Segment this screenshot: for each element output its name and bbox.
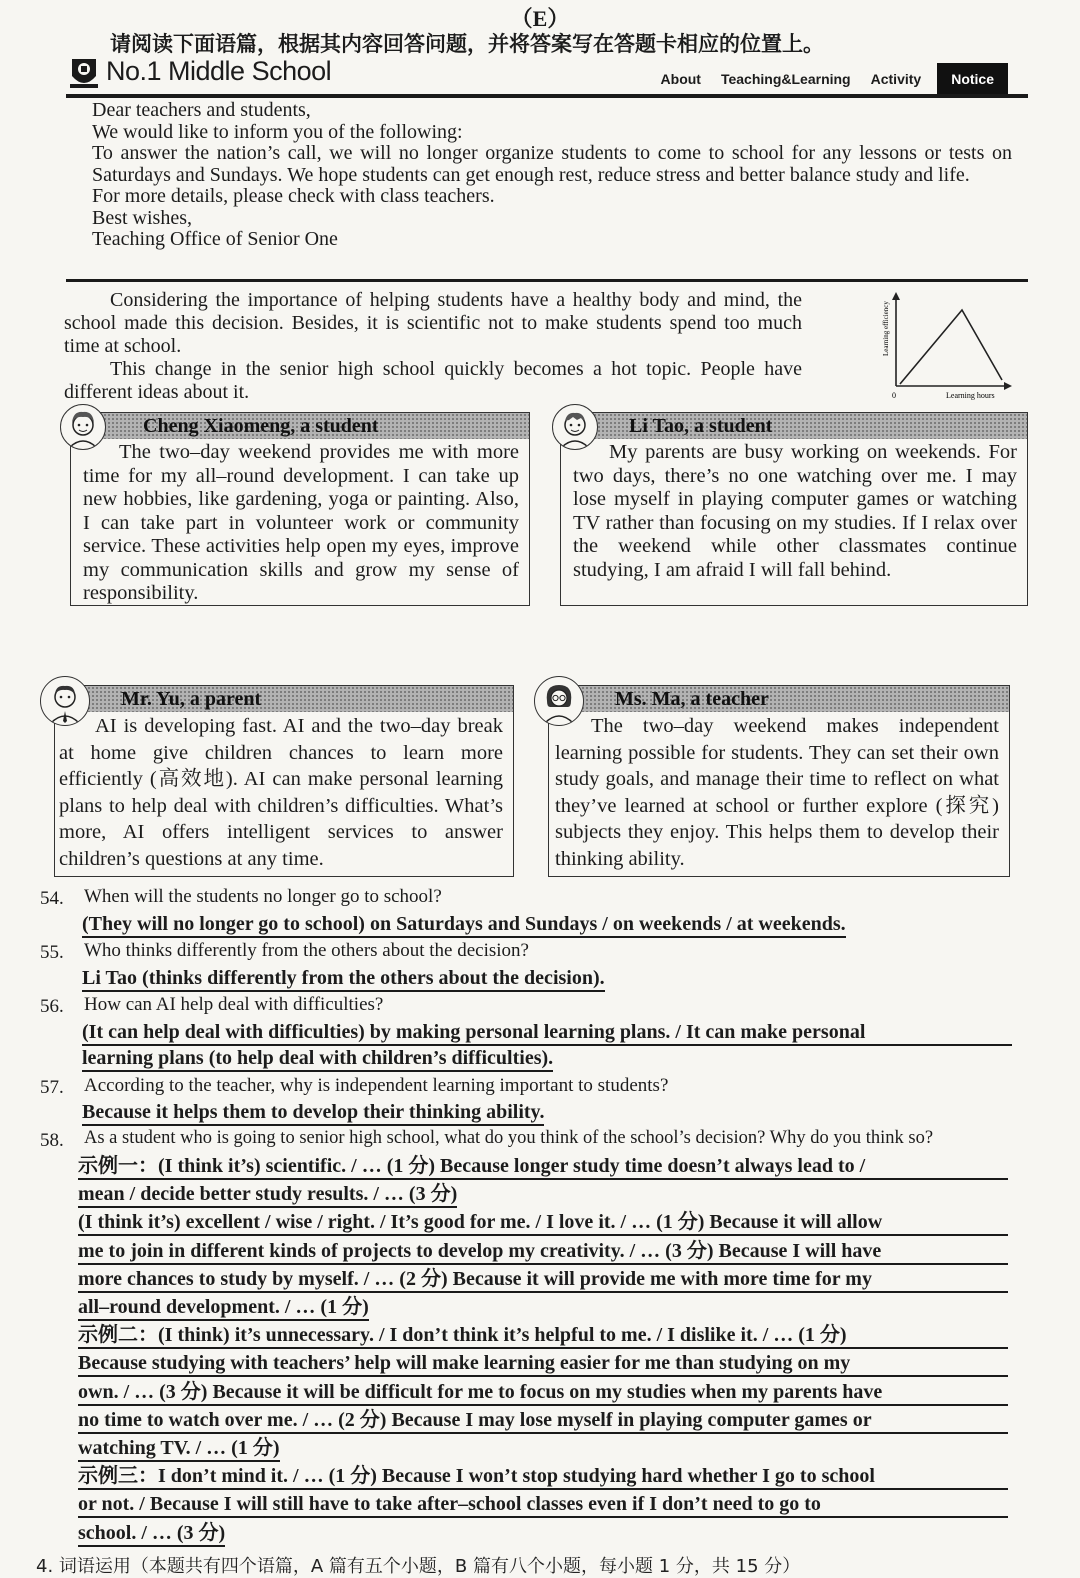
answer-line: more chances to study by myself. / … (2 分) Because it will provide me with more time for my bbox=[78, 1267, 1008, 1293]
student-girl-avatar-icon bbox=[60, 404, 106, 450]
nav-activity[interactable]: Activity bbox=[870, 71, 922, 87]
student-boy-avatar-icon bbox=[552, 404, 598, 450]
card-paragraph: The two–day weekend provides me with more time for my all–round development. I can take up new hobbies, like gardening, yoga or painting. Also, I can take part in volunteer work or community service. These activities help open my eyes, improve my communication skills and grow my sense of responsibility. bbox=[83, 441, 519, 604]
section-letter: （E） bbox=[510, 6, 570, 31]
answer-line: or not. / Because I will still have to take after–school classes even if I don’t need to go to bbox=[78, 1492, 1008, 1518]
answer-line: school. / … (3 分) bbox=[78, 1521, 225, 1547]
question-number: 57. bbox=[40, 1077, 64, 1098]
card-title: Ms. Ma, a teacher bbox=[549, 686, 1009, 712]
opinion-card-yu bbox=[54, 685, 514, 877]
parent-avatar-icon bbox=[40, 676, 90, 726]
notice-closing: Best wishes, bbox=[92, 206, 192, 229]
question-text: How can AI help deal with difficulties? bbox=[84, 994, 384, 1015]
site-header bbox=[66, 56, 1028, 96]
answer-line: all–round development. / … (1 分) bbox=[78, 1295, 369, 1321]
question-text: Who thinks differently from the others about the decision? bbox=[84, 940, 529, 961]
answer-line: own. / … (3 分) Because it will be difficult for me to focus on my studies when my parents have bbox=[78, 1380, 1008, 1406]
school-name: No.1 Middle School bbox=[106, 56, 332, 86]
origin-label: 0 bbox=[892, 391, 896, 400]
answer-line: 示例一：(I think it’s) scientific. / … (1 分) Because longer study time doesn’t always lead to / bbox=[78, 1154, 1008, 1180]
answer-line: 示例三：I don’t mind it. / … (1 分) Because I won’t stop studying hard whether I go to school bbox=[78, 1464, 1008, 1490]
card-text bbox=[555, 713, 999, 872]
card-title: Cheng Xiaomeng, a student bbox=[71, 413, 529, 439]
efficiency-chart bbox=[868, 290, 1018, 402]
x-axis-arrow bbox=[1004, 382, 1012, 390]
card-text bbox=[83, 441, 519, 606]
card-paragraph: AI is developing fast. AI and the two–day break at home give children chances to learn more efficiently (高效地). AI can make personal learning plans to help deal with children’s difficulties. What’s more, AI offers intelligent services to answer children’s questions at any time. bbox=[59, 715, 503, 870]
answer-line: me to join in different kinds of projects to develop my creativity. / … (3 分) Because I will have bbox=[78, 1239, 1008, 1265]
question-number: 58. bbox=[40, 1130, 64, 1151]
answer-line: mean / decide better study results. / … (3 分) bbox=[78, 1182, 457, 1208]
question-number: 54. bbox=[40, 888, 64, 909]
opinion-card-cheng bbox=[70, 412, 530, 606]
card-title: Li Tao, a student bbox=[561, 413, 1027, 439]
notice-rule bbox=[66, 279, 1028, 282]
instruction: 请阅读下面语篇，根据其内容回答问题，并将答案写在答题卡相应的位置上。 bbox=[110, 32, 824, 56]
nav-about[interactable]: About bbox=[660, 71, 701, 87]
notice-text bbox=[92, 100, 1012, 251]
efficiency-curve bbox=[900, 310, 1002, 384]
card-text bbox=[573, 441, 1017, 582]
answer-line: (It can help deal with difficulties) by making personal learning plans. / It can make personal bbox=[82, 1020, 1012, 1046]
answer-line: (I think it’s) excellent / wise / right. / It’s good for me. / I love it. / … (1 分) Because it will allow bbox=[78, 1210, 1008, 1236]
card-text bbox=[59, 713, 503, 872]
notice-signature: Teaching Office of Senior One bbox=[92, 228, 338, 250]
answer-line: no time to watch over me. / … (2 分) Because I may lose myself in playing computer games or bbox=[78, 1408, 1008, 1434]
notice-body: To answer the nation’s call, we will no longer organize students to come to school for any lessons or tests on Saturdays and Sundays. We hope students can get enough rest, reduce stress and better balance study and life. bbox=[92, 142, 1012, 186]
answer-line: Li Tao (thinks differently from the others about the decision). bbox=[82, 966, 605, 992]
notice-greeting: Dear teachers and students, bbox=[92, 99, 311, 121]
nav-teaching-learning[interactable]: Teaching&Learning bbox=[720, 71, 851, 87]
intro-text bbox=[64, 289, 802, 404]
x-axis-label: Learning hours bbox=[946, 391, 995, 400]
y-axis-arrow bbox=[892, 292, 900, 300]
next-section-heading: 4. 词语运用（本题共有四个语篇，A 篇有五个小题，B 篇有八个小题，每小题 1 分，共 15 分） bbox=[36, 1556, 801, 1577]
notice-line: We would like to inform you of the following: bbox=[92, 120, 463, 143]
header-rule bbox=[66, 94, 1028, 98]
notice-line: For more details, please check with class teachers. bbox=[92, 185, 495, 207]
school-logo-icon bbox=[68, 56, 100, 90]
card-paragraph: My parents are busy working on weekends. For two days, there’s no one watching over me. I may lose myself in playing computer games or watching TV rather than focusing on my studies. If I relax over the weekend while other classmates continue studying, I am afraid I will fall behind. bbox=[573, 441, 1017, 581]
card-title: Mr. Yu, a parent bbox=[55, 686, 513, 712]
nav-notice[interactable]: Notice bbox=[937, 63, 1008, 95]
question-text: When will the students no longer go to school? bbox=[84, 886, 442, 907]
question-number: 56. bbox=[40, 996, 64, 1017]
opinion-card-ma bbox=[548, 685, 1010, 877]
intro-paragraph: Considering the importance of helping students have a healthy body and mind, the school made this decision. Besides, it is scientific not to make students spend too much time at school. bbox=[64, 289, 802, 357]
intro-paragraph: This change in the senior high school quickly becomes a hot topic. People have different ideas about it. bbox=[64, 358, 802, 403]
teacher-avatar-icon bbox=[534, 676, 584, 726]
question-text: As a student who is going to senior high school, what do you think of the school’s decision? Why do you think so? bbox=[84, 1128, 934, 1148]
opinion-card-li bbox=[560, 412, 1028, 606]
question-number: 55. bbox=[40, 942, 64, 963]
answer-line: (They will no longer go to school) on Saturdays and Sundays / on weekends / at weekends. bbox=[82, 912, 846, 938]
answer-line: 示例二：(I think) it’s unnecessary. / I don’t think it’s helpful to me. / I dislike it. / … (1 分) bbox=[78, 1323, 1008, 1349]
answer-line: Because studying with teachers’ help will make learning easier for me than studying on my bbox=[78, 1351, 1008, 1377]
site-nav bbox=[651, 63, 1008, 95]
question-text: According to the teacher, why is independent learning important to students? bbox=[84, 1075, 669, 1096]
answer-line: learning plans (to help deal with children’s difficulties). bbox=[82, 1046, 553, 1072]
answer-line: watching TV. / … (1 分) bbox=[78, 1436, 280, 1462]
card-paragraph: The two–day weekend makes independent learning possible for students. They can set their own study goals, and manage their time to reflect on what they’ve learned at school or further explore (探究) subjects they enjoy. This helps them to develop their thinking ability. bbox=[555, 715, 999, 870]
answer-line: Because it helps them to develop their thinking ability. bbox=[82, 1100, 544, 1126]
y-axis-label: Learning efficiency bbox=[882, 301, 890, 356]
